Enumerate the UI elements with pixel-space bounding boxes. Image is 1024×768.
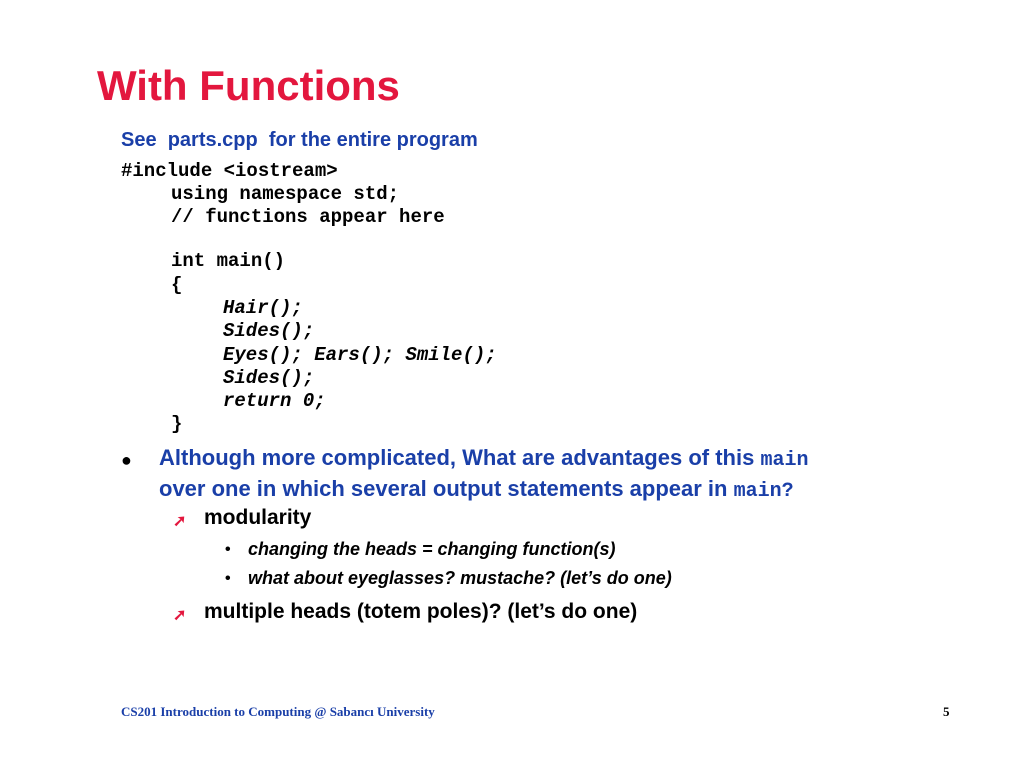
code-main-signature: int main() [171,250,286,272]
code-close-brace: } [171,413,183,435]
footer-text: CS201 Introduction to Computing @ Sabancı University [121,704,435,719]
page-number: 5 [943,704,950,719]
subsub-item: what about eyeglasses? mustache? (let’s do one) [248,568,672,588]
bullet-mono-main2: main? [733,480,794,503]
arrow-bullet-icon: ➚ [173,513,187,530]
subsub-dot-icon: • [225,541,231,558]
subsub-item: changing the heads = changing function(s) [248,539,616,559]
bullet-dot-icon: ● [121,450,132,470]
code-using: using namespace std; [171,183,400,205]
subsub-dot-icon: • [225,570,231,587]
code-line: Sides(); [223,367,315,389]
slide-title: With Functions [97,62,400,109]
bullet-mono-main: main [760,449,809,472]
code-line: Hair(); [223,297,303,319]
code-line: return 0; [223,390,326,412]
sub-bullet-modularity: modularity [204,506,312,529]
see-line: See parts.cpp for the entire program [121,129,478,151]
sub-bullet-multiple-heads: multiple heads (totem poles)? (let’s do one) [204,600,638,623]
code-comment: // functions appear here [171,206,445,228]
code-line: Sides(); [223,320,315,342]
bullet-text-part1: Although more complicated, What are advantages of this [159,445,761,470]
arrow-bullet-icon: ➚ [173,607,187,624]
code-include: #include <iostream> [121,160,338,182]
bullet-text-part2: over one in which several output statements appear in [159,476,734,501]
code-open-brace: { [171,274,183,296]
bullet-text [159,444,939,506]
code-line: Eyes(); Ears(); Smile(); [223,344,497,366]
